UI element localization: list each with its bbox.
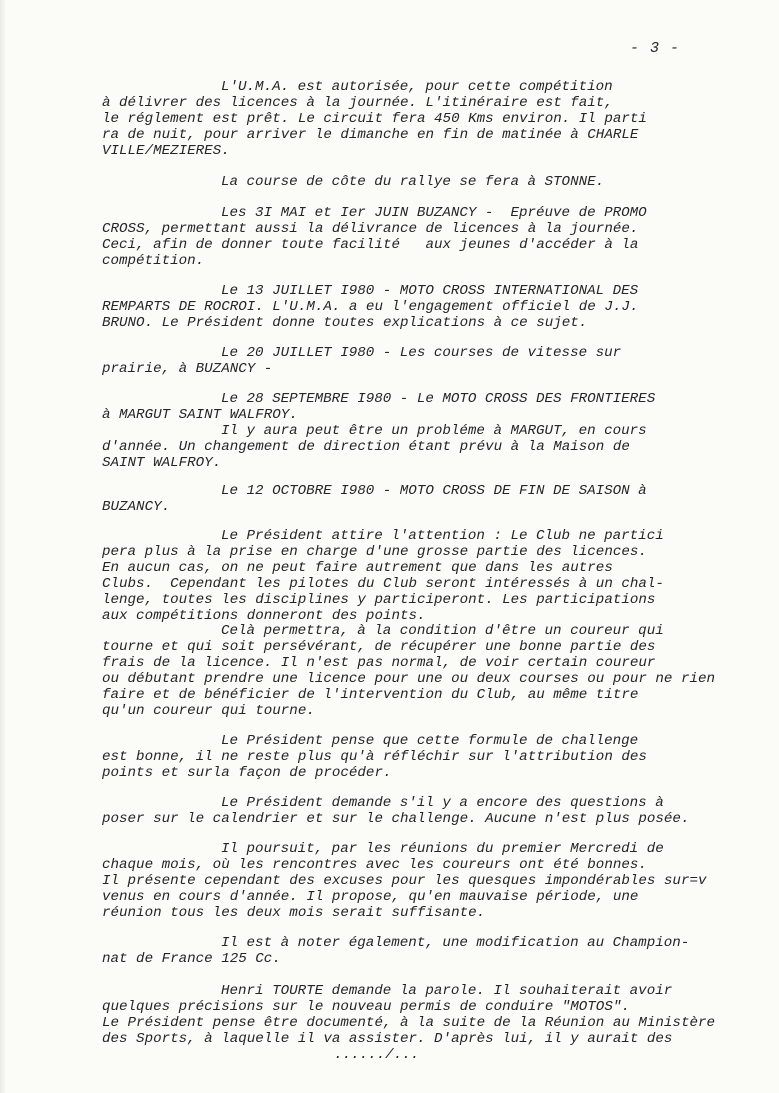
text-line: compétition. [102,253,205,269]
text-line: Celà permettra, à la condition d'être un coureur qui [221,623,664,639]
text-line: réunion tous les deux mois serait suffisante. [102,905,486,921]
text-line: venus en cours d'année. Il propose, qu'en mauvaise période, une [102,889,639,905]
text-line: ou débutant prendre une licence pour une ou deux courses ou pour ne rien [102,671,715,687]
text-line: Clubs. Cependant les pilotes du Club seront intéressés à un chal- [102,576,664,592]
text-line: pera plus à la prise en charge d'une grosse partie des licences. [102,544,647,560]
text-line: REMPARTS DE ROCROI. L'U.M.A. a eu l'engagement officiel de J.J. [102,299,639,315]
text-line: Le 28 SEPTEMBRE I980 - Le MOTO CROSS DES FRONTIERES [221,391,656,407]
text-line: La course de côte du rallye se fera à STONNE. [221,174,605,190]
text-line: qu'un coureur qui tourne. [102,703,315,719]
text-line: Il présente cependant des excuses pour les quesques impondérables sur=v [102,873,707,889]
text-line: le réglement est prêt. Le circuit fera 450 Kms environ. Il parti [102,111,647,127]
text-line: ....../... [334,1047,420,1063]
text-line: Il y aura peut être un probléme à MARGUT, en cours [221,423,647,439]
text-line: Il est à noter également, une modification au Champion- [221,935,690,951]
text-line: quelques précisions sur le nouveau permis de conduire "MOTOS". [102,999,630,1015]
page-edge-shadow [0,0,6,1093]
page-number: - 3 - [630,40,681,57]
text-line: frais de la licence. Il n'est pas normal, de voir certain coureur [102,655,656,671]
text-line: CROSS, permettant aussi la délivrance de licences à la journée. [102,221,639,237]
text-line: Les 3I MAI et Ier JUIN BUZANCY - Epréuve de PROMO [221,205,647,221]
text-line: est bonne, il ne reste plus qu'à réfléchir sur l'attribution des [102,749,647,765]
text-line: tourne et qui soit persévérant, de récupérer une bonne partie des [102,639,656,655]
text-line: chaque mois, où les rencontres avec les coureurs ont été bonnes. [102,857,647,873]
text-line: Le 13 JUILLET I980 - MOTO CROSS INTERNATIONAL DES [221,283,639,299]
text-line: En aucun cas, on ne peut faire autrement que dans les autres [102,560,613,576]
text-line: prairie, à BUZANCY - [102,361,273,377]
text-line: faire et de bénéficier de l'intervention du Club, au même titre [102,687,639,703]
text-line: Le 12 OCTOBRE I980 - MOTO CROSS DE FIN DE SAISON à [221,483,647,499]
text-line: BUZANCY. [102,499,171,515]
text-line: nat de France 125 Cc. [102,951,281,967]
text-line: points et surla façon de procéder. [102,765,392,781]
text-line: Le Président pense être documenté, à la suite de la Réunion au Ministère [102,1015,715,1031]
text-line: Le Président attire l'attention : Le Club ne partici [221,528,664,544]
text-line: poser sur le calendrier et sur le challenge. Aucune n'est plus posée. [102,811,690,827]
text-line: Il poursuit, par les réunions du premier Mercredi de [221,841,664,857]
text-line: L'U.M.A. est autorisée, pour cette compétition [221,79,613,95]
text-line: Le Président pense que cette formule de challenge [221,733,639,749]
text-line: d'année. Un changement de direction étant prévu à la Maison de [102,439,630,455]
text-line: aux compétitions donneront des points. [102,608,426,624]
text-line: à MARGUT SAINT WALFROY. [102,407,298,423]
text-line: Ceci, afin de donner toute facilité aux jeunes d'accéder à la [102,237,639,253]
text-line: BRUNO. Le Président donne toutes explications à ce sujet. [102,315,588,331]
text-line: ra de nuit, pour arriver le dimanche en fin de matinée à CHARLE [102,127,639,143]
text-line: à délivrer des licences à la journée. L'itinéraire est fait, [102,95,613,111]
text-line: lenge, toutes les disciplines y participeront. Les participations [102,592,656,608]
text-line: Le 20 JUILLET I980 - Les courses de vitesse sur [221,345,622,361]
text-line: VILLE/MEZIERES. [102,143,230,159]
text-line: SAINT WALFROY. [102,455,222,471]
text-line: Le Président demande s'il y a encore des questions à [221,795,664,811]
text-line: Henri TOURTE demande la parole. Il souhaiterait avoir [221,983,673,999]
text-line: des Sports, à laquelle il va assister. D'après lui, il y aurait des [102,1031,673,1047]
